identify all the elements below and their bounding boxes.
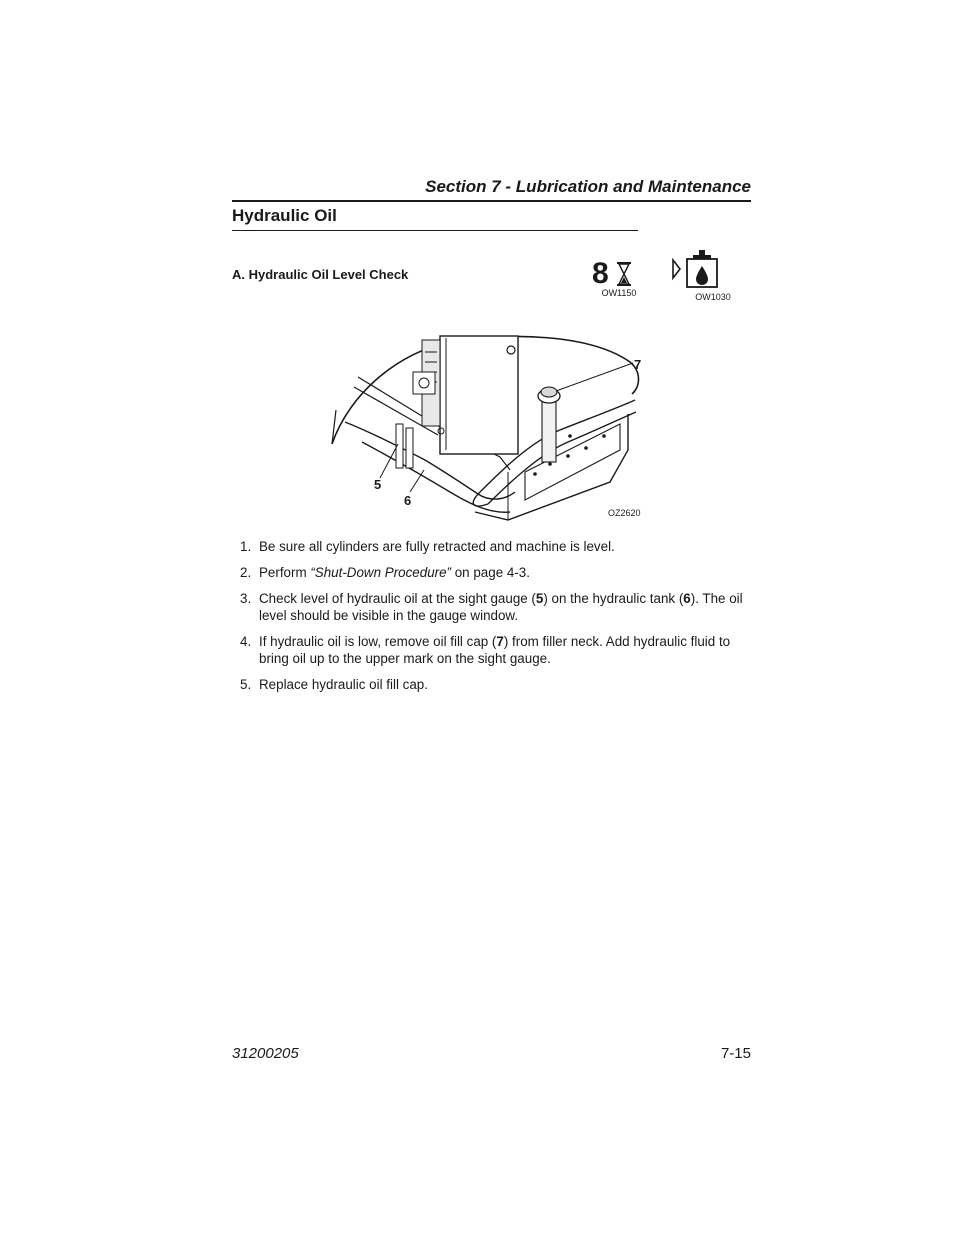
figure-code: OZ2620 [608, 508, 641, 518]
step-text: Be sure all cylinders are fully retracted and machine is level. [259, 539, 615, 554]
step-text: 5 [535, 591, 544, 606]
title-rule [232, 230, 638, 231]
interval-icon-code: OW1150 [601, 288, 637, 298]
page-number: 7-15 [720, 1045, 751, 1062]
section-header: Section 7 - Lubrication and Maintenance [425, 177, 751, 196]
step-text: 7 [496, 634, 504, 649]
document-number: 31200205 [232, 1045, 299, 1062]
step-text: ) on the hydraulic tank ( [543, 591, 684, 606]
procedure-step [232, 590, 752, 624]
step-text: ) from filler neck. Add hydraulic fluid to bring oil up to the upper mark on the sight gauge. [259, 634, 731, 666]
step-number: 4. [240, 634, 252, 649]
procedure-step [232, 564, 752, 581]
step-number: 3. [240, 591, 252, 606]
step-text: “Shut-Down Procedure” [310, 565, 452, 580]
step-number: 2. [240, 565, 252, 580]
procedure-step [232, 633, 752, 667]
hydraulic-tank-illustration [330, 332, 650, 522]
page-title: Hydraulic Oil [232, 206, 337, 225]
procedure-step [232, 676, 752, 693]
interval-number: 8 [592, 257, 609, 290]
subheading: A. Hydraulic Oil Level Check [232, 267, 409, 282]
hydraulic-fluid-icon [670, 249, 720, 291]
callout-fill-cap: 7 [634, 357, 642, 372]
step-text: If hydraulic oil is low, remove oil fill cap ( [259, 634, 497, 649]
step-text: Replace hydraulic oil fill cap. [259, 677, 428, 692]
step-text: ). The oil level should be visible in the gauge window. [259, 591, 743, 623]
callout-sight-gauge: 5 [374, 477, 382, 492]
hourglass-icon [616, 262, 632, 286]
fluid-icon-code: OW1030 [695, 292, 731, 302]
procedure-steps [232, 538, 752, 702]
step-text: on page 4-3. [451, 565, 530, 580]
interval-icon-group [592, 258, 638, 290]
section-rule [232, 200, 751, 202]
step-text: Perform [259, 565, 311, 580]
step-number: 5. [240, 677, 252, 692]
callout-tank: 6 [404, 493, 412, 508]
step-number: 1. [240, 539, 252, 554]
step-text: 6 [683, 591, 691, 606]
procedure-step [232, 538, 752, 555]
step-text: Check level of hydraulic oil at the sight gauge ( [259, 591, 536, 606]
